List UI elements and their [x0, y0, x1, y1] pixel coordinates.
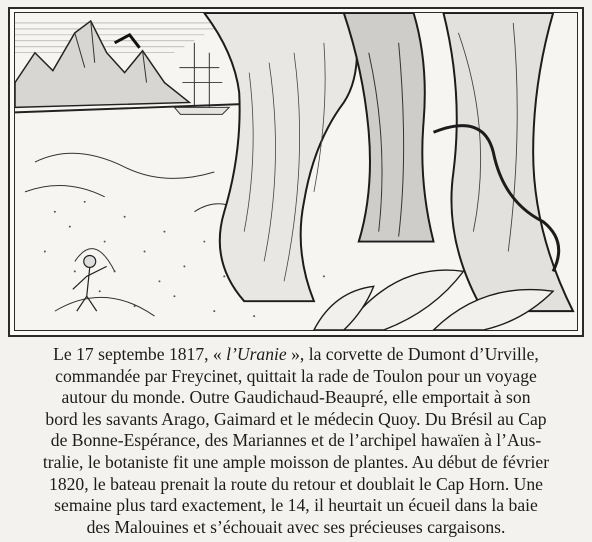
caption-line-1-end: », la corvette de Dumont d’Urville, [286, 344, 539, 364]
caption-line-1 [8, 344, 584, 366]
ship [174, 43, 229, 115]
tree-trunk-right [443, 13, 573, 311]
mountains [15, 21, 189, 107]
caption-line-1-start: Le 17 septembe 1817, « [53, 344, 227, 364]
ship-name-uranie: l’Uranie [226, 344, 287, 364]
forest-engraving [15, 13, 577, 330]
sky-hatching [15, 23, 214, 53]
caption-line-7: 1820, le bateau prenait la route du retour et doublait le Cap Horn. Une [49, 473, 543, 494]
caption-paragraph [8, 344, 584, 538]
caption-line-8: semaine plus tard exactement, le 14, il heurtait un écueil dans la baie [54, 495, 538, 516]
tree-trunk-left [204, 13, 357, 301]
caption-line-6: tralie, le botaniste fit une ample moisson de plantes. Au début de février [42, 451, 550, 472]
illustration [14, 12, 578, 331]
caption-line-2: commandée par Freycinet, quittait la rade de Toulon pour un voyage [55, 365, 537, 386]
caption-line-9: des Malouines et s’échouait avec ses précieuses cargaisons. [86, 516, 506, 537]
caption-line-4: bord les savants Arago, Gaimard et le médecin Quoy. Du Brésil au Cap [45, 408, 547, 429]
figure [73, 255, 107, 311]
caption-line-3: autour du monde. Outre Gaudichaud-Beaupré, elle emportait à son [61, 387, 531, 408]
caption-line-5: de Bonne-Espérance, des Mariannes et de l’archipel hawaïen à l’Aus- [50, 430, 542, 451]
tree-trunk-center [344, 13, 434, 242]
